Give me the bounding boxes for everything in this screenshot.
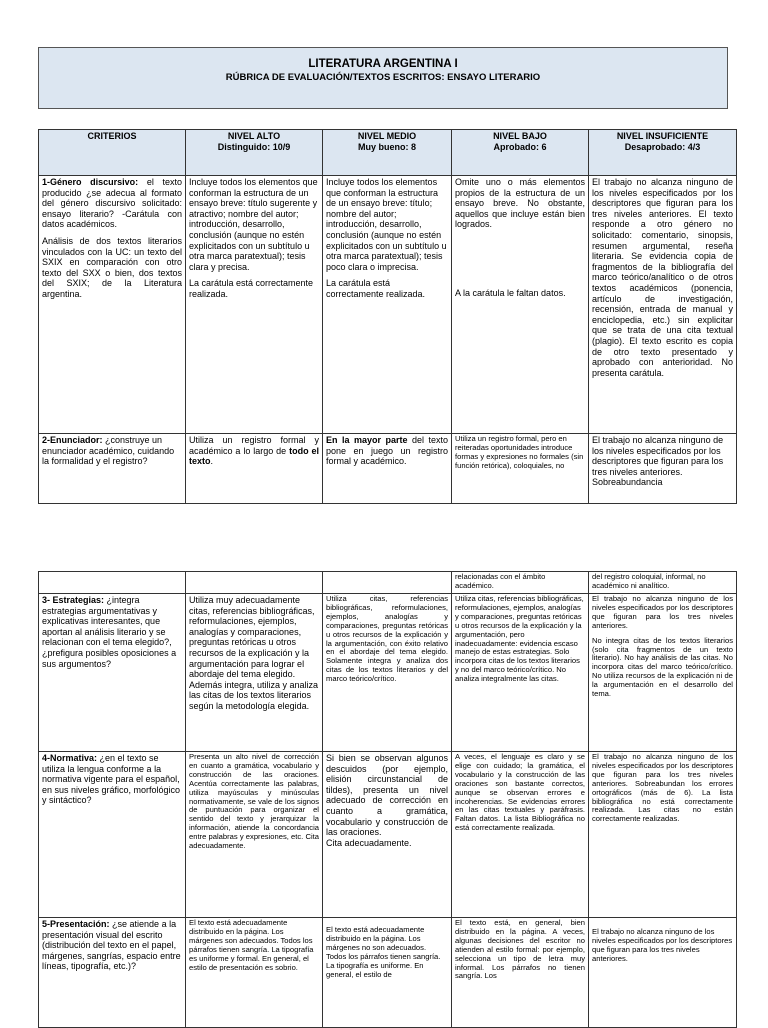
cell-alto: El texto está adecuadamente distribuido en la página. Los márgenes son adecuados. Todos los párrafos tienen sangría. La tipografía es uniforme y formal. En general, el estilo de presentación es sobrio. (186, 918, 323, 1028)
cell-insuficiente: El trabajo no alcanza ninguno de los niveles especificados por los descriptores que figuran para los tres niveles anteriores. (589, 918, 737, 1028)
cell-alto: Utiliza un registro formal y académico a lo largo de todo el texto. (186, 434, 323, 504)
table-row (39, 752, 737, 918)
page-title: LITERATURA ARGENTINA I (308, 58, 458, 70)
cell-medio: Si bien se observan algunos descuidos (por ejemplo, elisión circunstancial de tildes), presenta un nivel adecuado de corrección en cuanto a gramática, vocabulario y construcción de las oraciones. Cita adecuadamente. (323, 752, 452, 918)
rubric-table-page-1 (38, 129, 737, 504)
col-header-nivel-insuficiente: NIVEL INSUFICIENTE Desaprobado: 4/3 (589, 130, 737, 176)
cell-alto: Presenta un alto nivel de corrección en cuanto a gramática, vocabulario y construcción de las oraciones. Acentúa correctamente las palabras, utiliza mayúsculas y minúsculas normativamente, se vale de los signos de puntuación para organizar el sentido del texto y jerarquizar la información, atiende la concordancia entre palabras y expresiones, etc. Cita adecuadamente. (186, 752, 323, 918)
cell-insuficiente: del registro coloquial, informal, no académico ni analítico. (589, 572, 737, 594)
col-header-nivel-bajo: NIVEL BAJO Aprobado: 6 (452, 130, 589, 176)
criterion-enunciador: 2-Enunciador: ¿construye un enunciador académico, cuidando la formalidad y el registro? (39, 434, 186, 504)
cell-bajo: Utiliza un registro formal, pero en reiteradas oportunidades introduce formas y expresiones no formales (sin función retórica), coloquiales, no (452, 434, 589, 504)
cell-bajo: Utiliza citas, referencias bibliográficas, reformulaciones, ejemplos, analogías y comparaciones, preguntas retóricas u otros recursos de la explicación y la argumentación, pero inadecuadamente: evidencia escaso manejo de estas estrategias. Solo incorpora citas de los textos literarios y no del marco teórico/crítico. No analiza integralmente las citas. (452, 594, 589, 752)
page-subtitle: RÚBRICA DE EVALUACIÓN/TEXTOS ESCRITOS: ENSAYO LITERARIO (225, 72, 541, 83)
col-header-criterios: CRITERIOS (39, 130, 186, 176)
table-row (39, 594, 737, 752)
cell-insuficiente: El trabajo no alcanza ninguno de los niveles especificados por los descriptores que figuran para los tres niveles anteriores. Sobreabundancia (589, 434, 737, 504)
cell-medio: En la mayor parte del texto pone en juego un registro formal y académico. (323, 434, 452, 504)
cell-bajo: El texto está, en general, bien distribuido en la página. A veces, algunas decisiones del escritor no atienden al estilo formal: por ejemplo, selecciona un tipo de letra muy informal. Los párrafos no tienen sangría. Los (452, 918, 589, 1028)
rubric-header (38, 47, 728, 109)
cell-alto-empty (186, 572, 323, 594)
table-row (39, 176, 737, 434)
table-header-row (39, 130, 737, 176)
cell-insuficiente: El trabajo no alcanza ninguno de los niveles especificados por los descriptores que figuran para los tres niveles anteriores. El texto responde a otro género no solicitado: comentario, sinopsis, resumen argumental, reseña literaria. Se evidencia copia de fragmentos de la bibliografía del marco teórico/analítico o de otros textos académicos (ponencia, artículo de investigación, recensión, entrada de manual y enciclopedia, etc.) sin explicitar que se trata de una cita textual (plagio). El texto escrito es copia de otro texto presentado y aprobado con anterioridad. No presenta carátula. (589, 176, 737, 434)
col-header-nivel-alto: NIVEL ALTO Distinguido: 10/9 (186, 130, 323, 176)
cell-medio: Incluye todos los elementos que conforman la estructura de un ensayo breve: título; nombre del autor; introducción, desarrollo, conclusión (aunque no estén explicitados con un subtítulo u otra marca paratextual); tesis poco clara o imprecisa. La carátula está correctamente realizada. (323, 176, 452, 434)
cell-bajo: A veces, el lenguaje es claro y se elige con cuidado; la gramática, el vocabulario y la construcción de las oraciones son bastante correctos, aunque se observan errores e incoherencias. Se evidencias errores en las citas textuales y paráfrasis. Faltan datos. La lista Bibliográfica no está correctamente realizada. (452, 752, 589, 918)
criterion-normativa: 4-Normativa: ¿en el texto se utiliza la lengua conforme a la normativa vigente para el español, en sus niveles gráfico, morfológico y sintáctico? (39, 752, 186, 918)
cell-bajo: Omite uno o más elementos propios de la estructura de un ensayo breve. No obstante, aquellos que incluye están bien logrados. A la carátula le faltan datos. (452, 176, 589, 434)
table-row (39, 572, 737, 594)
cell-medio: El texto está adecuadamente distribuido en la página. Los márgenes no son adecuados. Todos los párrafos tienen sangría. La tipografía es uniforme. En general, el estilo de (323, 918, 452, 1028)
table-row (39, 918, 737, 1028)
cell-alto: Utiliza muy adecuadamente citas, referencias bibliográficas, reformulaciones, ejemplos, analogías y comparaciones, preguntas retóricas u otros recursos de la explicación y la argumentación para lograr el abordaje del tema elegido. Además integra, utiliza y analiza las citas de los textos literarios según la metodología elegida. (186, 594, 323, 752)
cell-alto: Incluye todos los elementos que conforman la estructura de un ensayo breve: título sugerente y atractivo; nombre del autor; introducción, desarrollo, conclusión (aunque no estén explicitados con un subtítulo u otra marca paratextual); tesis clara y precisa. La carátula está correctamente realizada. (186, 176, 323, 434)
cell-insuficiente: El trabajo no alcanza ninguno de los niveles especificados por los descriptores que figuran para los tres niveles anteriores. Sobreabundan los errores ortográficos (más de 6). La lista bibliográfica no está correctamente realizada. Las citas no están correctamente realizadas. (589, 752, 737, 918)
criterion-genero-discursivo: 1-Género discursivo: el texto producido ¿se adecua al formato del género discursivo solicitado: ensayo literario? -Carátula con datos académicos. Análisis de dos textos literarios vinculados con la UC: un texto del SXIX en comparación con otro texto del SXX o bien, dos textos del SXIX; de la Literatura argentina. (39, 176, 186, 434)
criterion-estrategias: 3- Estrategias: ¿integra estrategias argumentativas y explicativas interesantes, que aportan al análisis literario y se relacionan con el tema elegido?, ¿prefigura posibles oposiciones a sus argumentos? (39, 594, 186, 752)
col-header-nivel-medio: NIVEL MEDIO Muy bueno: 8 (323, 130, 452, 176)
cell-insuficiente: El trabajo no alcanza ninguno de los niveles especificados por los descriptores que figuran para los tres niveles anteriores. No integra citas de los textos literarios (solo cita fragmentos de un texto literario). No hay análisis de las citas. No incorpora citas del marco teórico/crítico. No utiliza recursos de la explicación ni de la argumentación en el desarrollo del tema. (589, 594, 737, 752)
cell-medio: Utiliza citas, referencias bibliográficas, reformulaciones, ejemplos, analogías y comparaciones, preguntas retóricas u otros recursos de la explicación y la argumentación, con éxito relativo en el abordaje del tema elegido. Solamente integra y analiza dos citas de los textos literarios y del marco teórico/crítico. (323, 594, 452, 752)
cell-medio-empty (323, 572, 452, 594)
criterion-presentacion: 5-Presentación: ¿se atiende a la presentación visual del escrito (distribución del texto en el papel, márgenes, sangrías, espacio entre líneas, tipografía, etc.)? (39, 918, 186, 1028)
cell-bajo: relacionadas con el ámbito académico. (452, 572, 589, 594)
cell-criterio-empty (39, 572, 186, 594)
rubric-table-page-2 (38, 571, 737, 1028)
table-row (39, 434, 737, 504)
